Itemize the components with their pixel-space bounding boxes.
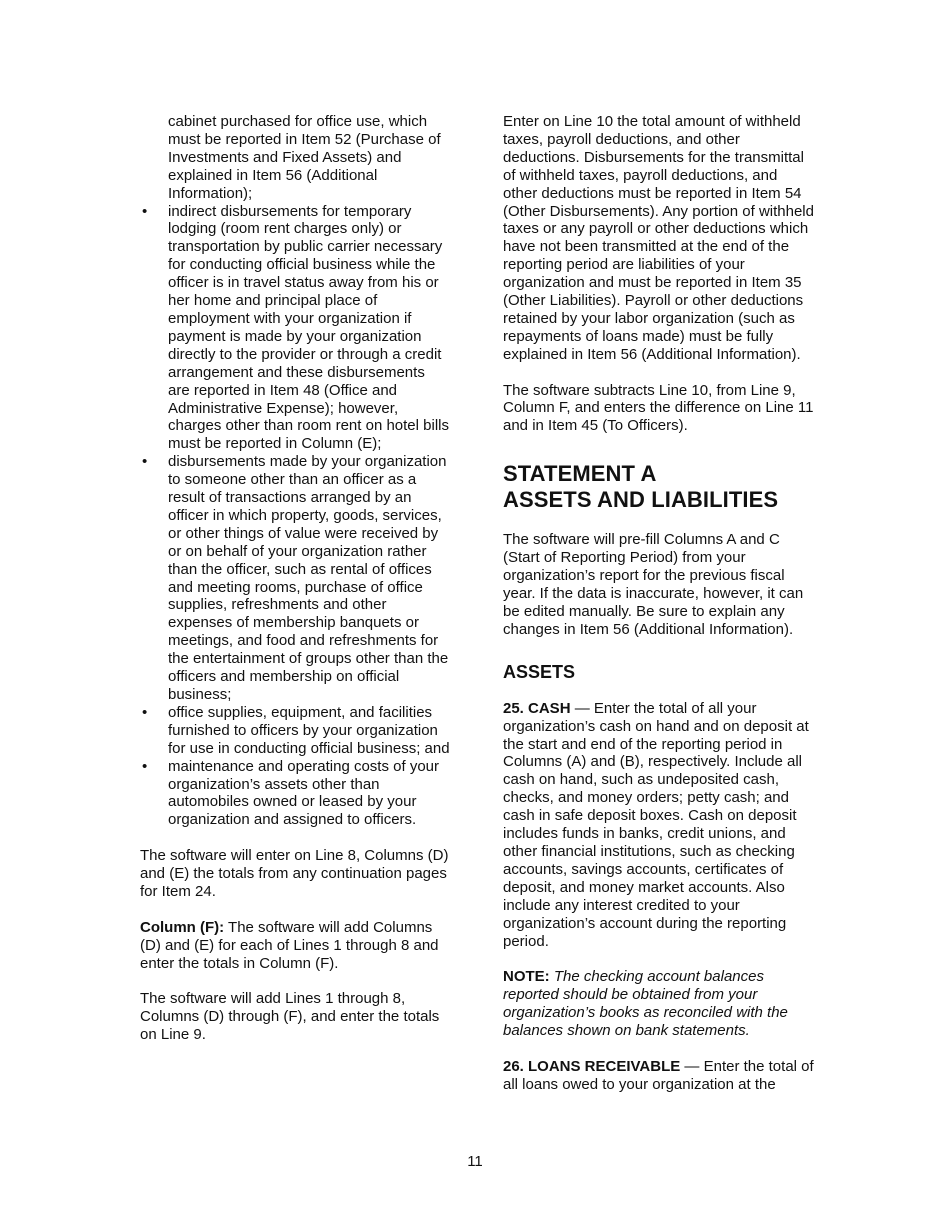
- bullet-item-third-party-disbursements: • disbursements made by your organization to someone other than an officer as a result of transactions arranged by an officer in which property, goods, services, or other things of value were received by or on behalf of your organization rather than the officer, such as rental of offices and meeting rooms, purchase of office supplies, refreshments and other expenses of membership banquets or meetings, and food and refreshments for the entertainment of groups other than the officers and membership on official business;: [140, 453, 450, 704]
- cash-text: — Enter the total of all your organization’s cash on hand and on deposit at the start and end of the reporting period in Columns (A) and (B), respectively. Include all cash on hand, such as undeposited cash, checks, and money orders; petty cash; and cash in safe deposit boxes. Cash on deposit includes funds in banks, credit unions, and other financial institutions, such as checking accounts, savings accounts, certificates of deposit, and money market accounts. Also include any interest credited to your organization’s account during the reporting period.: [503, 699, 809, 950]
- statement-heading-line-2: ASSETS AND LIABILITIES: [503, 486, 779, 512]
- statement-a-heading: [503, 461, 815, 512]
- line-9-paragraph: The software will add Lines 1 through 8, Columns (D) through (F), and enter the totals on Line 9.: [140, 990, 440, 1044]
- page-number: 11: [467, 1153, 483, 1170]
- continued-paragraph: cabinet purchased for office use, which must be reported in Item 52 (Purchase of Investments and Fixed Assets) and explained in Item 56 (Additional Information);: [168, 113, 441, 202]
- loans-receivable-label: 26. LOANS RECEIVABLE: [503, 1057, 681, 1075]
- statement-heading-line-1: STATEMENT A: [503, 461, 657, 487]
- bullet-item-maintenance-costs: • maintenance and operating costs of your organization’s assets other than automobiles owned or leased by your organization and assigned to officers.: [140, 758, 450, 830]
- line-8-paragraph: The software will enter on Line 8, Columns (D) and (E) the totals from any continuation pages for Item 24.: [140, 847, 449, 900]
- bullet-item-office-supplies: • office supplies, equipment, and facilities furnished to officers by your organization for use in conducting official business; and: [140, 704, 450, 758]
- note-label: NOTE:: [503, 968, 550, 986]
- right-column: [503, 113, 815, 1094]
- left-column: [140, 113, 450, 1044]
- bullet-item-lodging: • indirect disbursements for temporary lodging (room rent charges only) or transportation by public carrier necessary for conducting official business while the officer is in travel status away from his or her home and principal place of employment with your organization if payment is made by your organization directly to the provider or through a credit arrangement and these disbursements are reported in Item 48 (Office and Administrative Expense); however, charges other than room rent on hotel bills must be reported in Column (E);: [140, 203, 450, 454]
- column-f-paragraph: [140, 919, 450, 973]
- loans-receivable-paragraph: [503, 1058, 815, 1094]
- note-text: The checking account balances reported should be obtained from your organization’s books as reconciled with the balances shown on bank statements.: [503, 968, 788, 1040]
- statement-intro-paragraph: The software will pre-fill Columns A and C (Start of Reporting Period) from your organization’s report for the previous fiscal year. If the data is inaccurate, however, it can be edited manually. Be sure to explain any changes in Item 56 (Additional Information).: [503, 531, 804, 638]
- loans-receivable-text: — Enter the total of all loans owed to your organization at the: [503, 1057, 814, 1093]
- line-11-paragraph: The software subtracts Line 10, from Line 9, Column F, and enters the difference on Line 11 and in Item 45 (To Officers).: [503, 381, 814, 435]
- column-f-label: Column (F):: [140, 918, 225, 936]
- cash-paragraph: [503, 700, 815, 951]
- column-f-text: The software will add Columns (D) and (E) for each of Lines 1 through 8 and enter the totals in Column (F).: [140, 918, 439, 972]
- note-paragraph: [503, 968, 815, 1040]
- line-10-paragraph: Enter on Line 10 the total amount of withheld taxes, payroll deductions, and other deductions. Disbursements for the transmittal of withheld taxes, payroll deductions, and other deductions must be reported in Item 54 (Other Disbursements). Any portion of withheld taxes or any payroll or other deductions which have not been transmitted at the end of the reporting period are liabilities of your organization and must be reported in Item 35 (Other Liabilities). Payroll or other deductions retained by your labor organization (such as repayments of loans made) must be fully explained in Item 56 (Additional Information).: [503, 113, 814, 363]
- cash-label: 25. CASH: [503, 699, 571, 717]
- assets-heading: ASSETS: [503, 661, 576, 682]
- exclusions-bullet-list: [140, 203, 450, 830]
